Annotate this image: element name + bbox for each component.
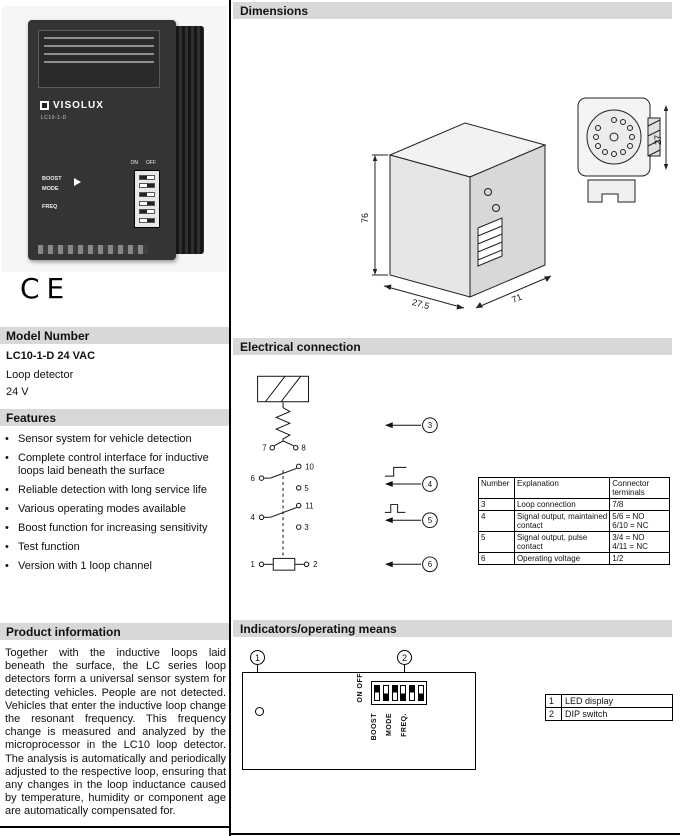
- table-row: [479, 511, 670, 532]
- device-terminal-strip: [38, 245, 148, 254]
- list-item: [5, 503, 226, 516]
- list-item: [5, 484, 226, 497]
- list-item: [5, 433, 226, 446]
- terminal-4-label: 4: [250, 513, 255, 523]
- mode-label: MODE: [386, 713, 393, 736]
- device-front-outline: [242, 672, 476, 770]
- dimensions-header: Dimensions: [233, 2, 672, 19]
- dim-height-label: 76: [360, 212, 370, 224]
- bullet-icon: •: [5, 541, 9, 553]
- dim-width-label: 71: [510, 291, 524, 305]
- device-boost-label: BOOST: [42, 176, 62, 182]
- list-item: [5, 522, 226, 535]
- feature-text: Test function: [18, 541, 80, 553]
- connection-table: [478, 477, 670, 565]
- bullet-icon: •: [5, 560, 9, 572]
- list-item: [5, 560, 226, 573]
- col-number: Number: [479, 478, 515, 499]
- indicators-table: [545, 694, 673, 721]
- product-info-header: Product information: [0, 623, 229, 640]
- callout-3-label: 3: [427, 421, 433, 431]
- table-row: [479, 532, 670, 553]
- device-model-label: LC10-1-D: [41, 115, 67, 121]
- device-onoff-label: [131, 160, 157, 166]
- dimensions-drawing: [330, 60, 670, 320]
- device-wiring-label: [38, 30, 160, 88]
- cell-number: 4: [479, 511, 515, 532]
- bullet-icon: •: [5, 484, 9, 496]
- device-heatsink: [176, 26, 204, 254]
- product-info-text: Together with the inductive loops laid beneath the surface, the LC series loop detectors form a universal sensor system for detecting vehicles. People are not detected. Vehicles that enter the inductive loop change the resonant frequency. This frequency change is measured and analyzed by the microprocessor in the LC10 loop detector. The analysis is automatically and periodically adjusted to the respective loop, ensuring that any changes in the loop inductance caused by temperature, humidity or component age are automatically compensated for.: [5, 647, 226, 818]
- model-number: LC10-1-D 24 VAC: [6, 350, 96, 362]
- callout-1-label: 1: [254, 653, 260, 663]
- features-list: [5, 433, 226, 579]
- cell-number: 5: [479, 532, 515, 553]
- indicators-header: Indicators/operating means: [233, 620, 672, 637]
- terminal-7-label: 7: [262, 443, 267, 453]
- dim-socket-label: 27: [653, 134, 663, 146]
- feature-text: Version with 1 loop channel: [18, 560, 152, 572]
- on-label: ON: [357, 691, 364, 703]
- callout-1: [250, 650, 265, 665]
- feature-text: Boost function for increasing sensitivity: [18, 522, 208, 534]
- model-number-header: Model Number: [0, 327, 229, 344]
- left-bottom-rule: [0, 826, 229, 828]
- cell-number: 3: [479, 499, 515, 511]
- cell-number: 6: [479, 553, 515, 565]
- device-freq-label: FREQ: [42, 204, 58, 210]
- dim-depth-label: 27.5: [411, 297, 431, 312]
- cell-terminals: 7/8: [610, 499, 670, 511]
- device-mode-label: MODE: [42, 186, 59, 192]
- electrical-connection-header: Electrical connection: [233, 338, 672, 355]
- list-item: [5, 452, 226, 478]
- terminal-8-label: 8: [301, 443, 306, 453]
- table-header-row: [479, 478, 670, 499]
- visolux-logo-icon: [40, 101, 49, 110]
- off-label: OFF: [357, 673, 364, 689]
- boost-arrow-icon: [74, 178, 81, 186]
- brand-name: VISOLUX: [53, 100, 104, 111]
- model-voltage: 24 V: [6, 386, 29, 398]
- dip-switch-drawing: [371, 681, 427, 705]
- boost-label: BOOST: [371, 713, 378, 741]
- callout-2-label: 2: [401, 653, 407, 663]
- cell-number: 1: [546, 695, 562, 708]
- callout-5-label: 5: [427, 516, 433, 526]
- feature-text: Various operating modes available: [18, 503, 186, 515]
- bullet-icon: •: [5, 503, 9, 515]
- column-divider: [229, 0, 231, 836]
- terminal-10-label: 10: [305, 462, 314, 472]
- terminal-6-label: 6: [250, 474, 255, 484]
- device-on-label: ON: [130, 160, 138, 166]
- electrical-connection-diagram: [238, 366, 473, 601]
- terminal-5-label: 5: [304, 483, 309, 493]
- terminal-3-label: 3: [304, 523, 309, 533]
- cell-label: DIP switch: [562, 708, 673, 721]
- table-row: [479, 553, 670, 565]
- callout-6-label: 6: [427, 560, 433, 570]
- cell-terminals: 5/6 = NO 6/10 = NC: [610, 511, 670, 532]
- terminal-11-label: 11: [305, 501, 314, 511]
- feature-text: Sensor system for vehicle detection: [18, 433, 192, 445]
- cell-terminals: 1/2: [610, 553, 670, 565]
- device-dip-switch: [134, 170, 160, 228]
- right-bottom-rule: [231, 833, 680, 835]
- indicators-drawing: [242, 650, 476, 772]
- cell-explanation: Loop connection: [514, 499, 609, 511]
- led-indicator-icon: [255, 707, 264, 716]
- cell-terminals: 3/4 = NO 4/11 = NC: [610, 532, 670, 553]
- col-explanation: Explanation: [514, 478, 609, 499]
- freq-label: FREQ.: [401, 713, 408, 737]
- feature-text: Reliable detection with long service life: [18, 484, 207, 496]
- cell-explanation: Operating voltage: [514, 553, 609, 565]
- callout-4-label: 4: [427, 479, 433, 489]
- feature-text: Complete control interface for inductive loops laid beneath the surface: [18, 452, 209, 477]
- col-terminals: Connector terminals: [610, 478, 670, 499]
- terminal-2-label: 2: [313, 560, 318, 570]
- bullet-icon: •: [5, 522, 9, 534]
- cell-explanation: Signal output, pulse contact: [514, 532, 609, 553]
- table-row: [546, 695, 673, 708]
- callout-2: [397, 650, 412, 665]
- device-body: [28, 20, 176, 260]
- table-row: [479, 499, 670, 511]
- bullet-icon: •: [5, 433, 9, 445]
- ce-mark: CE: [20, 272, 72, 305]
- device-off-label: OFF: [146, 160, 156, 166]
- device-image: [28, 14, 206, 266]
- terminal-1-label: 1: [250, 560, 255, 570]
- product-photo: [2, 6, 227, 272]
- features-header: Features: [0, 409, 229, 426]
- bullet-icon: •: [5, 452, 9, 464]
- model-description: Loop detector: [6, 369, 74, 381]
- table-row: [546, 708, 673, 721]
- cell-number: 2: [546, 708, 562, 721]
- cell-explanation: Signal output, maintained contact: [514, 511, 609, 532]
- cell-label: LED display: [562, 695, 673, 708]
- list-item: [5, 541, 226, 554]
